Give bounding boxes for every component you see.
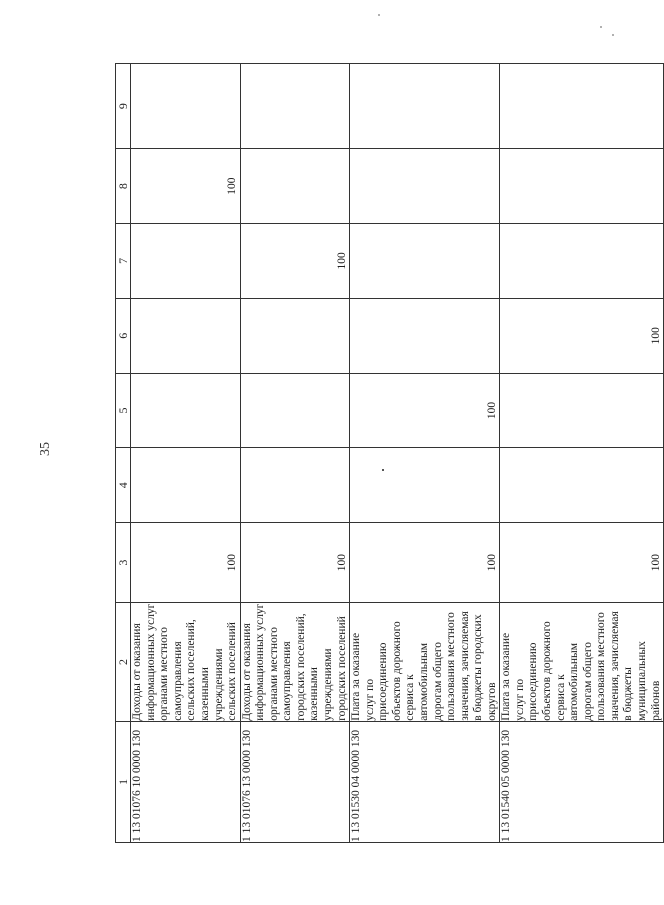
value-cell bbox=[131, 223, 241, 298]
col-header: 3 bbox=[116, 523, 131, 603]
value-cell bbox=[500, 64, 664, 149]
kbk-code: 1 13 01540 05 0000 130 bbox=[500, 721, 664, 842]
value-cell: 100 bbox=[500, 298, 664, 373]
value-cell: 100 bbox=[131, 523, 241, 603]
revenue-name: Плата за оказание услуг по присоединению объектов дорожного сервиса к автомобильным дорогам общего пользования местного значения, зачисляемая в бюджеты городских округов bbox=[350, 603, 500, 722]
value-cell bbox=[131, 448, 241, 523]
value-cell bbox=[500, 373, 664, 448]
value-cell bbox=[240, 149, 350, 224]
value-cell bbox=[500, 149, 664, 224]
value-cell bbox=[350, 223, 500, 298]
value-cell bbox=[240, 64, 350, 149]
scan-mark bbox=[382, 469, 384, 471]
revenue-name: Доходы от оказания информационных услуг органами местного самоуправления сельских поселений, казенными учреждениями сельских поселений bbox=[131, 603, 241, 722]
budget-table bbox=[115, 63, 664, 843]
header-row bbox=[116, 64, 131, 843]
col-header: 5 bbox=[116, 373, 131, 448]
value-cell: 100 bbox=[350, 373, 500, 448]
value-cell bbox=[350, 149, 500, 224]
value-cell bbox=[350, 448, 500, 523]
value-cell: 100 bbox=[350, 523, 500, 603]
value-cell bbox=[131, 373, 241, 448]
col-header: 7 bbox=[116, 223, 131, 298]
table-row bbox=[240, 64, 350, 843]
value-cell: 100 bbox=[240, 223, 350, 298]
col-header: 6 bbox=[116, 298, 131, 373]
kbk-code: 1 13 01530 04 0000 130 bbox=[350, 721, 500, 842]
page-number: 35 bbox=[38, 442, 53, 456]
value-cell: 100 bbox=[500, 523, 664, 603]
value-cell bbox=[500, 448, 664, 523]
revenue-name: Плата за оказание услуг по присоединению объектов дорожного сервиса к автомобильным дорогам общего пользования местного значения, зачисляемая в бюджеты муниципальных районов bbox=[500, 603, 664, 722]
col-header: 1 bbox=[116, 721, 131, 842]
scan-speck bbox=[612, 34, 614, 36]
value-cell bbox=[131, 64, 241, 149]
col-header: 2 bbox=[116, 603, 131, 722]
table-row bbox=[350, 64, 500, 843]
value-cell bbox=[131, 298, 241, 373]
col-header: 9 bbox=[116, 64, 131, 149]
kbk-code: 1 13 01076 13 0000 130 bbox=[240, 721, 350, 842]
kbk-code: 1 13 01076 10 0000 130 bbox=[131, 721, 241, 842]
table-row bbox=[500, 64, 664, 843]
revenue-name: Доходы от оказания информационных услуг органами местного самоуправления городских поселений, казенными учреждениями городских поселений bbox=[240, 603, 350, 722]
value-cell: 100 bbox=[131, 149, 241, 224]
value-cell bbox=[240, 373, 350, 448]
col-header: 4 bbox=[116, 448, 131, 523]
table-row bbox=[131, 64, 241, 843]
scan-speck bbox=[600, 26, 602, 28]
value-cell bbox=[500, 223, 664, 298]
value-cell bbox=[240, 448, 350, 523]
budget-table-container bbox=[115, 63, 662, 843]
value-cell bbox=[240, 298, 350, 373]
value-cell: 100 bbox=[240, 523, 350, 603]
scan-speck bbox=[378, 14, 380, 16]
value-cell bbox=[350, 64, 500, 149]
col-header: 8 bbox=[116, 149, 131, 224]
value-cell bbox=[350, 298, 500, 373]
